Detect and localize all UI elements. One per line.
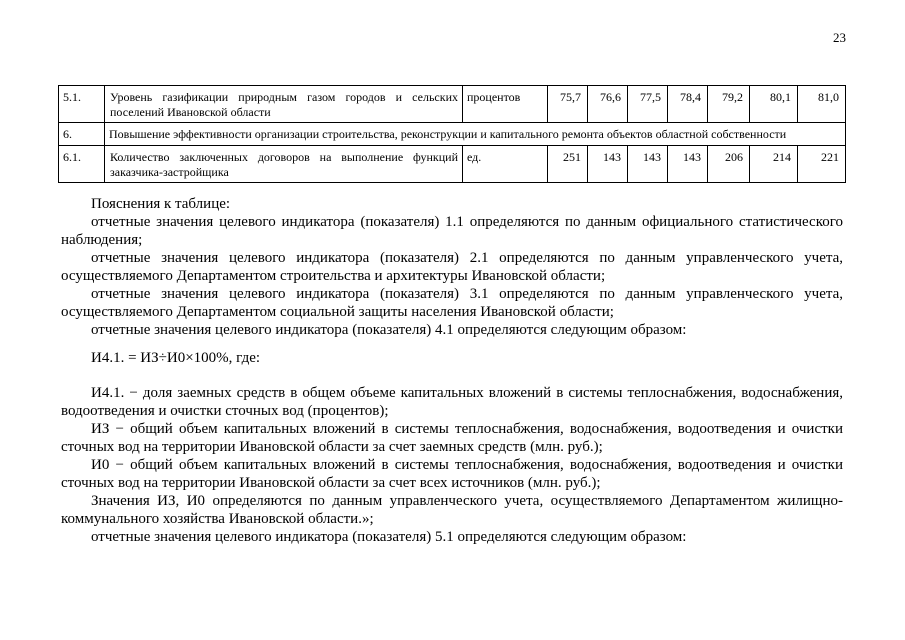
value-cell: 143 [628,145,668,182]
value-cell: 75,7 [548,86,588,123]
value-cell: 143 [668,145,708,182]
indicator-name: Уровень газификации природным газом городов и сельских поселений Ивановской области [105,86,463,123]
row-number: 6.1. [59,145,105,182]
definition-paragraph: отчетные значения целевого индикатора (показателя) 5.1 определяются следующим образом: [91,529,687,545]
table-row [59,86,846,123]
notes-heading: Пояснения к таблице: [91,196,231,212]
table-row [59,145,846,182]
note-paragraph: отчетные значения целевого индикатора (показателя) 1.1 определяются по данным официального статистического наблюдения; [61,214,843,248]
unit-cell: процентов [463,86,548,123]
definition-paragraph: И0 − общий объем капитальных вложений в системы теплоснабжения, водоснабжения, водоотведения и очистки сточных вод на территории Ивановской области за счет всех источников (млн. руб.); [61,457,843,491]
table-row [59,123,846,146]
value-cell: 206 [708,145,750,182]
note-paragraph: отчетные значения целевого индикатора (показателя) 2.1 определяются по данным управленческого учета, осуществляемого Департаментом строительства и архитектуры Ивановской области; [61,250,843,284]
note-paragraph: отчетные значения целевого индикатора (показателя) 4.1 определяются следующим образом: [91,322,687,338]
value-cell: 81,0 [798,86,846,123]
value-cell: 79,2 [708,86,750,123]
row-number: 5.1. [59,86,105,123]
value-cell: 214 [750,145,798,182]
value-cell: 251 [548,145,588,182]
definitions [61,384,843,546]
value-cell: 77,5 [628,86,668,123]
unit-cell: ед. [463,145,548,182]
indicators-table [58,85,846,183]
value-cell: 78,4 [668,86,708,123]
formula-block [61,349,843,367]
table-notes [61,195,843,339]
page-number: 23 [833,30,846,45]
section-heading: Повышение эффективности организации строительства, реконструкции и капитального ремонта объектов областной собственности [105,123,846,146]
definition-paragraph: И4.1. − доля заемных средств в общем объеме капитальных вложений в системы теплоснабжения, водоснабжения, водоотведения и очистки сточных вод (процентов); [61,385,843,419]
definition-paragraph: ИЗ − общий объем капитальных вложений в системы теплоснабжения, водоснабжения, водоотведения и очистки сточных вод на территории Ивановской области за счет заемных средств (млн. руб.); [61,421,843,455]
value-cell: 76,6 [588,86,628,123]
value-cell: 80,1 [750,86,798,123]
row-number: 6. [59,123,105,146]
formula: И4.1. = ИЗ÷И0×100%, где: [91,350,261,366]
note-paragraph: отчетные значения целевого индикатора (показателя) 3.1 определяются по данным управленческого учета, осуществляемого Департаментом социальной защиты населения Ивановской области; [61,286,843,320]
definition-paragraph: Значения ИЗ, И0 определяются по данным управленческого учета, осуществляемого Департаментом жилищно-коммунального хозяйства Ивановской области.»; [61,493,843,527]
value-cell: 143 [588,145,628,182]
value-cell: 221 [798,145,846,182]
indicator-name: Количество заключенных договоров на выполнение функций заказчика-застройщика [105,145,463,182]
